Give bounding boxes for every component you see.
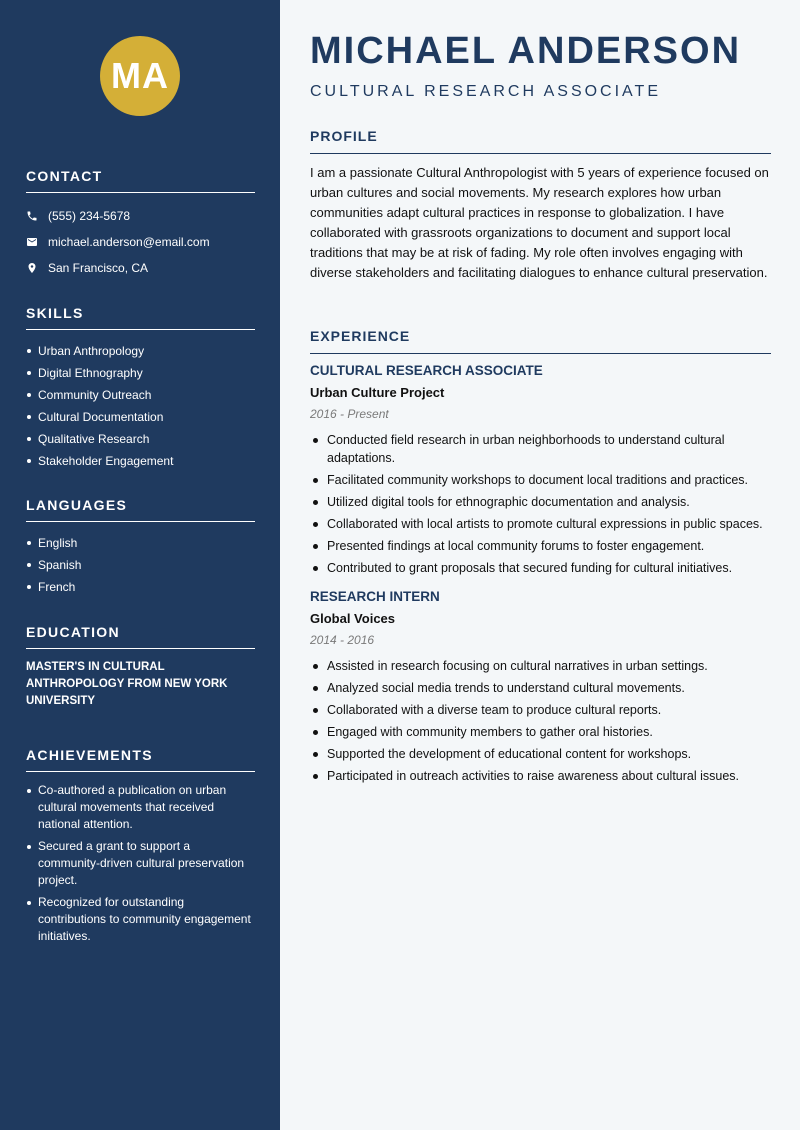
languages-list bbox=[26, 532, 255, 598]
contact-location bbox=[26, 255, 255, 281]
skills-section bbox=[26, 305, 255, 472]
contact-section bbox=[26, 168, 255, 281]
job-bullet: Engaged with community members to gather oral histories. bbox=[310, 723, 771, 741]
job-company: Global Voices bbox=[310, 611, 396, 626]
job-bullet: Contributed to grant proposals that secured funding for cultural initiatives. bbox=[310, 559, 771, 577]
education-heading: EDUCATION bbox=[26, 624, 255, 649]
job-dates: 2014 - 2016 bbox=[310, 633, 375, 647]
education-section bbox=[26, 624, 255, 710]
job-entry bbox=[310, 363, 771, 577]
phone-icon bbox=[26, 210, 38, 222]
contact-heading: CONTACT bbox=[26, 168, 255, 193]
job-bullet: Facilitated community workshops to document local traditions and practices. bbox=[310, 471, 771, 489]
experience-heading: EXPERIENCE bbox=[310, 328, 771, 354]
language-item: French bbox=[26, 576, 255, 598]
profile-section bbox=[310, 128, 771, 283]
achievements-section bbox=[26, 747, 255, 950]
job-bullet: Presented findings at local community forums to foster engagement. bbox=[310, 537, 771, 555]
job-bullets bbox=[310, 431, 771, 577]
job-dates: 2016 - Present bbox=[310, 407, 389, 421]
languages-section bbox=[26, 497, 255, 598]
job-bullet: Utilized digital tools for ethnographic documentation and analysis. bbox=[310, 493, 771, 511]
job-bullet: Supported the development of educational content for workshops. bbox=[310, 745, 771, 763]
job-title: CULTURAL RESEARCH ASSOCIATE bbox=[310, 363, 543, 378]
job-company: Urban Culture Project bbox=[310, 385, 445, 400]
job-bullets bbox=[310, 657, 771, 785]
candidate-name: MICHAEL ANDERSON bbox=[310, 30, 742, 72]
skill-item: Urban Anthropology bbox=[26, 340, 255, 362]
language-item: Spanish bbox=[26, 554, 255, 576]
education-degree: MASTER'S IN CULTURAL ANTHROPOLOGY FROM NEW YORK UNIVERSITY bbox=[26, 661, 228, 707]
skills-heading: SKILLS bbox=[26, 305, 255, 330]
skill-item: Digital Ethnography bbox=[26, 362, 255, 384]
language-item: English bbox=[26, 532, 255, 554]
job-entry bbox=[310, 589, 771, 785]
email-text[interactable]: michael.anderson@email.com bbox=[48, 235, 210, 249]
email-icon bbox=[26, 236, 38, 248]
sidebar bbox=[0, 0, 280, 1130]
profile-heading: PROFILE bbox=[310, 128, 771, 154]
skill-item: Stakeholder Engagement bbox=[26, 450, 255, 472]
job-bullet: Collaborated with local artists to promote cultural expressions in public spaces. bbox=[310, 515, 771, 533]
achievement-item: Recognized for outstanding contributions to community engagement initiatives. bbox=[26, 894, 255, 945]
experience-section bbox=[310, 328, 771, 789]
job-bullet: Analyzed social media trends to understand cultural movements. bbox=[310, 679, 771, 697]
achievement-item: Co-authored a publication on urban cultural movements that received national attention. bbox=[26, 782, 255, 833]
achievements-heading: ACHIEVEMENTS bbox=[26, 747, 255, 772]
skill-item: Community Outreach bbox=[26, 384, 255, 406]
skills-list bbox=[26, 340, 255, 472]
achievements-list bbox=[26, 782, 255, 945]
location-text: San Francisco, CA bbox=[48, 261, 149, 275]
job-bullet: Collaborated with a diverse team to produce cultural reports. bbox=[310, 701, 771, 719]
profile-text: I am a passionate Cultural Anthropologist with 5 years of experience focused on urban cultures and social movements. My research explores how urban communities adapt cultural practices in response to globalization. I have collaborated with grassroots organizations to document and support local traditions that may be at risk of fading. My role often involves engaging with diverse stakeholders and facilitating dialogues to enhance cultural preservation. bbox=[310, 165, 769, 280]
skill-item: Qualitative Research bbox=[26, 428, 255, 450]
job-bullet: Conducted field research in urban neighborhoods to understand cultural adaptations. bbox=[310, 431, 771, 467]
job-title: RESEARCH INTERN bbox=[310, 589, 440, 604]
phone-text: (555) 234-5678 bbox=[48, 209, 131, 223]
achievement-item: Secured a grant to support a community-driven cultural preservation project. bbox=[26, 838, 255, 889]
candidate-title: CULTURAL RESEARCH ASSOCIATE bbox=[310, 83, 661, 100]
contact-email bbox=[26, 229, 255, 255]
skill-item: Cultural Documentation bbox=[26, 406, 255, 428]
job-bullet: Assisted in research focusing on cultural narratives in urban settings. bbox=[310, 657, 771, 675]
location-pin-icon bbox=[26, 262, 38, 274]
languages-heading: LANGUAGES bbox=[26, 497, 255, 522]
job-bullet: Participated in outreach activities to raise awareness about cultural issues. bbox=[310, 767, 771, 785]
avatar-initials: MA bbox=[100, 36, 180, 116]
contact-phone bbox=[26, 203, 255, 229]
